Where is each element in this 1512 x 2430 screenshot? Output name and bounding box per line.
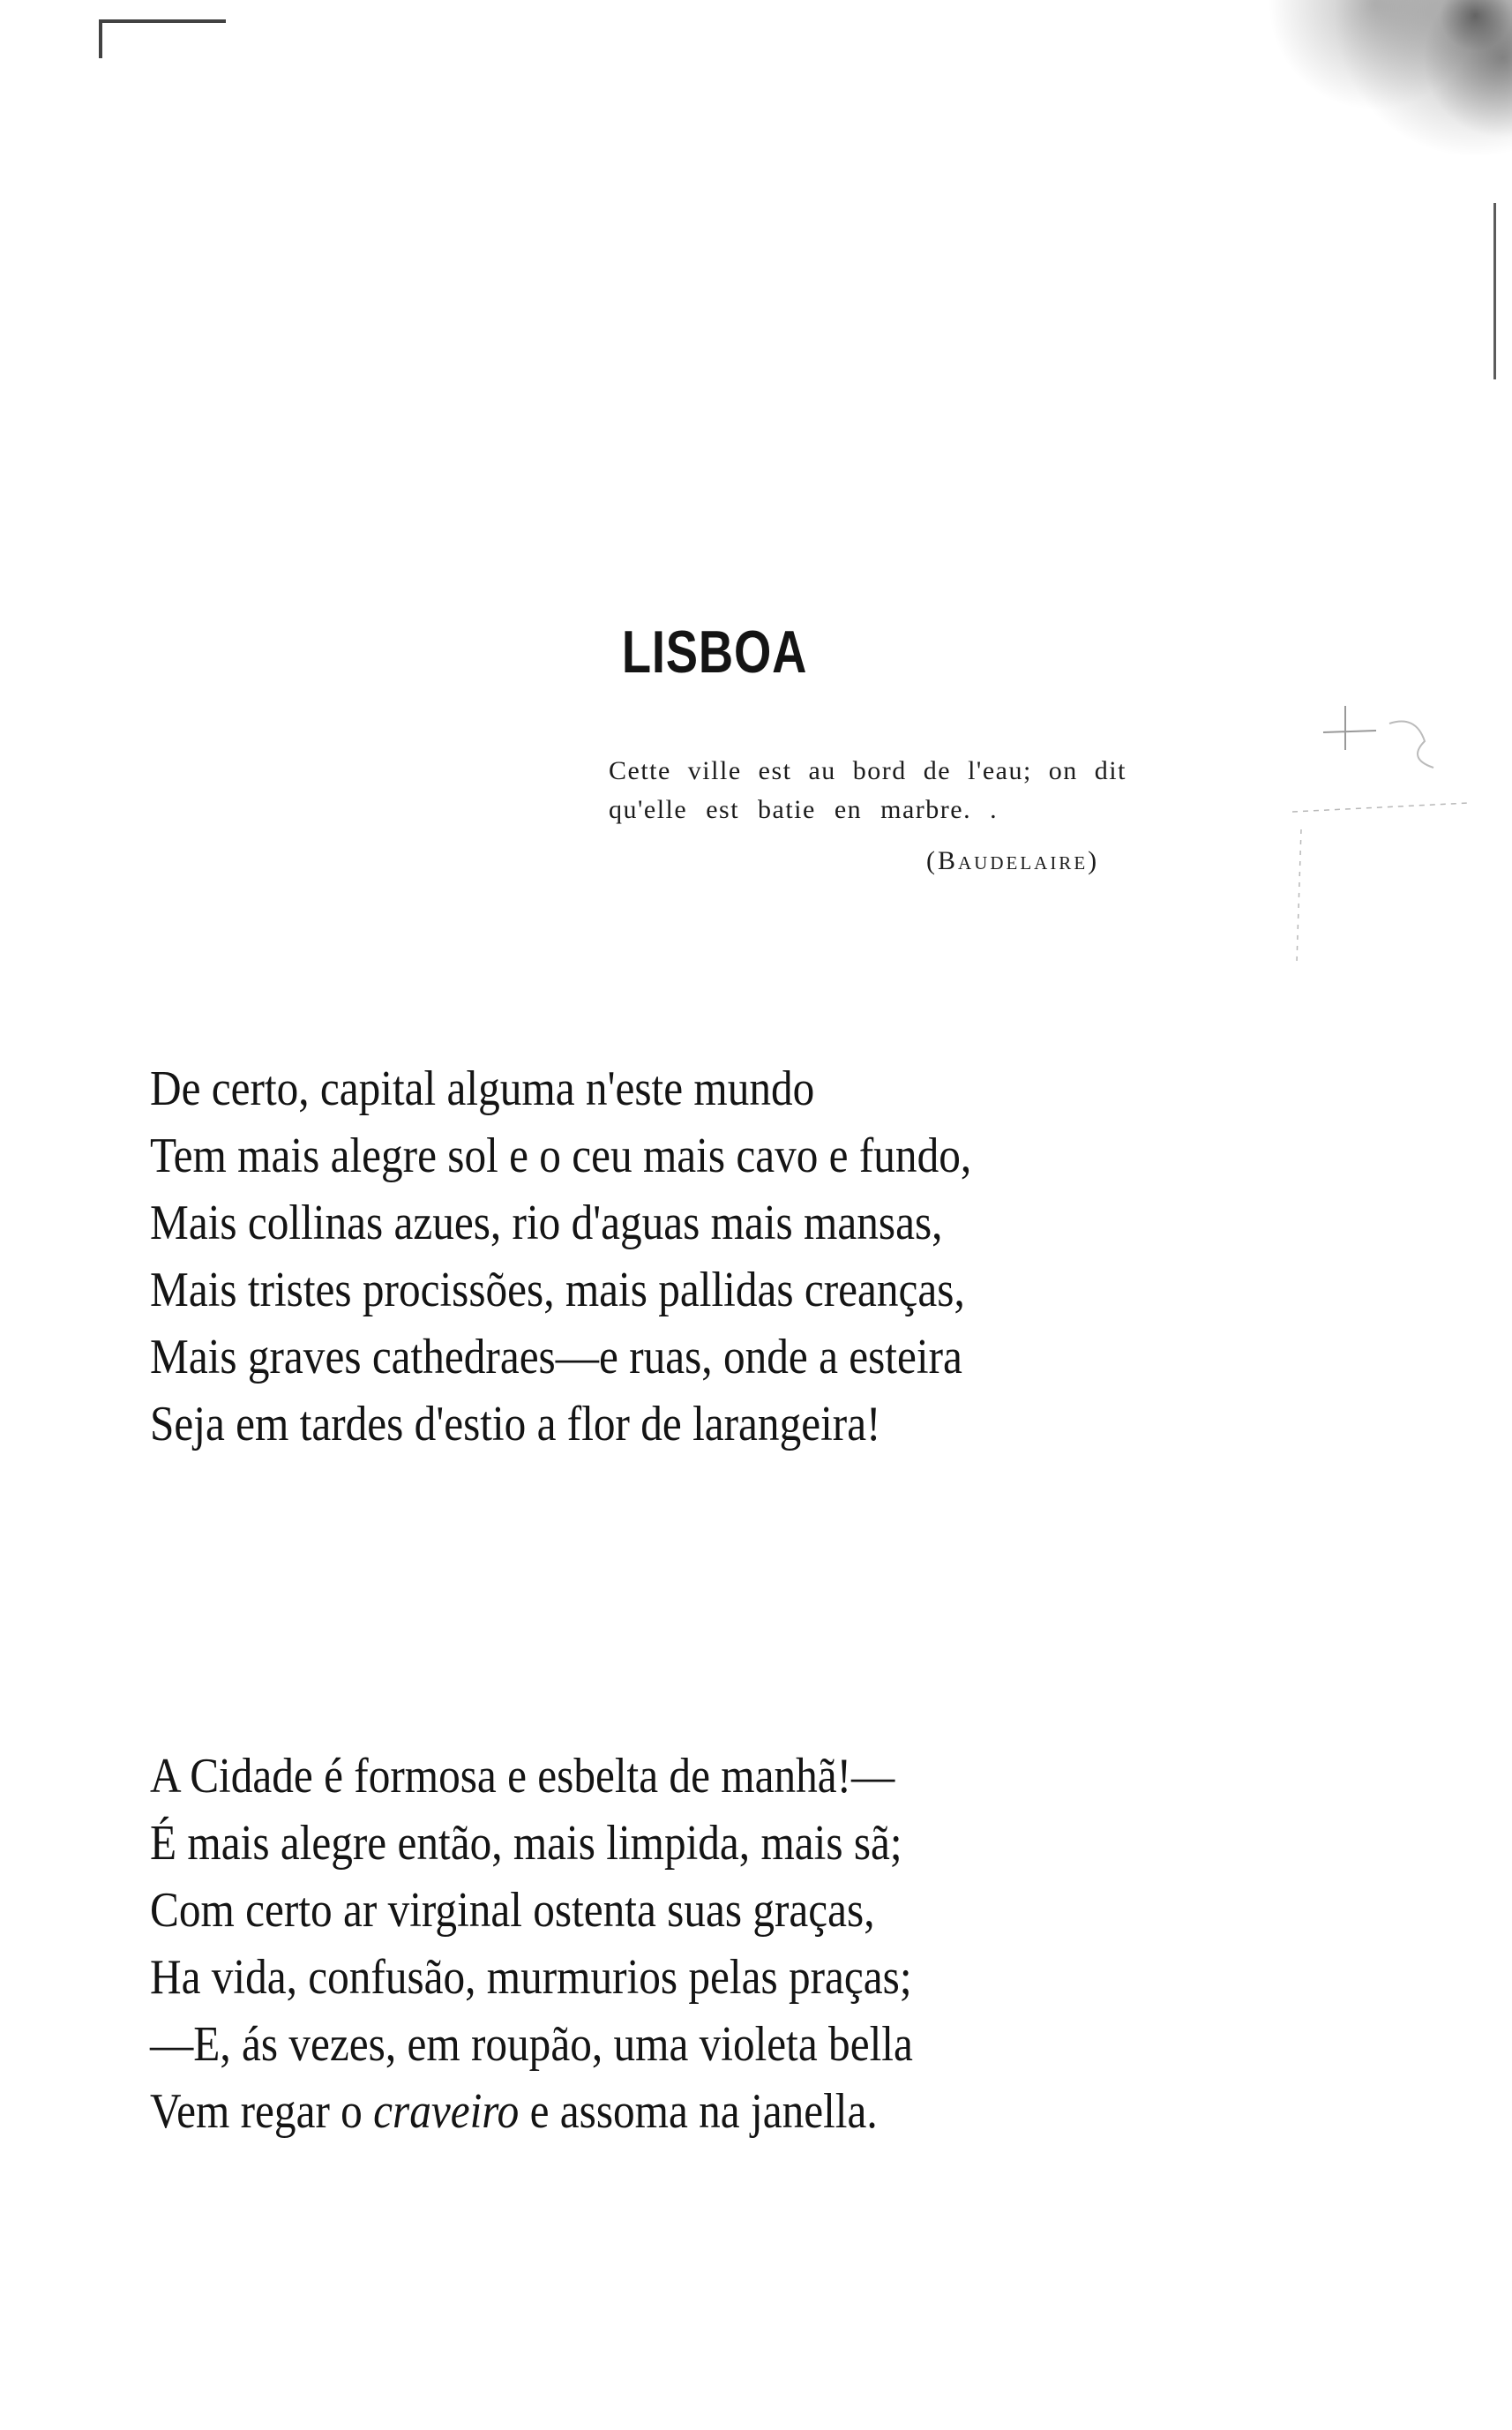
stanza-2 [150,1743,1159,2145]
verse-line: A Cidade é formosa e esbelta de manhã!— [150,1749,895,1804]
verse-line: Mais tristes procissões, mais pallidas creanças, [150,1263,965,1317]
verse-line: Seja em tardes d'estio a flor de larangeira! [150,1397,881,1451]
verse-line: Com certo ar virginal ostenta suas graças, [150,1883,875,1938]
scan-speckle [1053,0,1512,194]
verse-line: Mais collinas azues, rio d'aguas mais mansas, [150,1196,943,1250]
epigraph-line-2: qu'elle est batie en marbre. . [609,795,999,824]
verse-line: Mais graves cathedraes—e ruas, onde a esteira [150,1330,962,1384]
verse-text: e assoma na janella. [519,2084,878,2139]
stanza-1 [150,1055,1159,1458]
margin-pencil-mark-drawing [1292,697,1478,979]
verse-line: Tem mais alegre sol e o ceu mais cavo e fundo, [150,1129,972,1183]
epigraph [609,752,1261,881]
verse-text: Vem regar o [150,2084,374,2139]
epigraph-attribution: (Baudelaire) [926,846,1100,875]
verse-line: Ha vida, confusão, murmurios pelas praças; [150,1950,912,2005]
verse-line: —E, ás vezes, em roupão, uma violeta bella [150,2017,913,2072]
poem-title: LISBOA [621,619,808,686]
verse-line: É mais alegre então, mais limpida, mais sã; [150,1816,902,1871]
verse-line: De certo, capital alguma n'este mundo [150,1061,815,1116]
epigraph-line-1: Cette ville est au bord de l'eau; on dit [609,756,1127,785]
verse-italic-word: craveiro [373,2084,520,2139]
verse-line-last [150,2078,1159,2145]
scan-edge-line [1493,203,1496,379]
scan-corner-mark [99,19,226,58]
margin-pencil-mark [1292,697,1478,979]
